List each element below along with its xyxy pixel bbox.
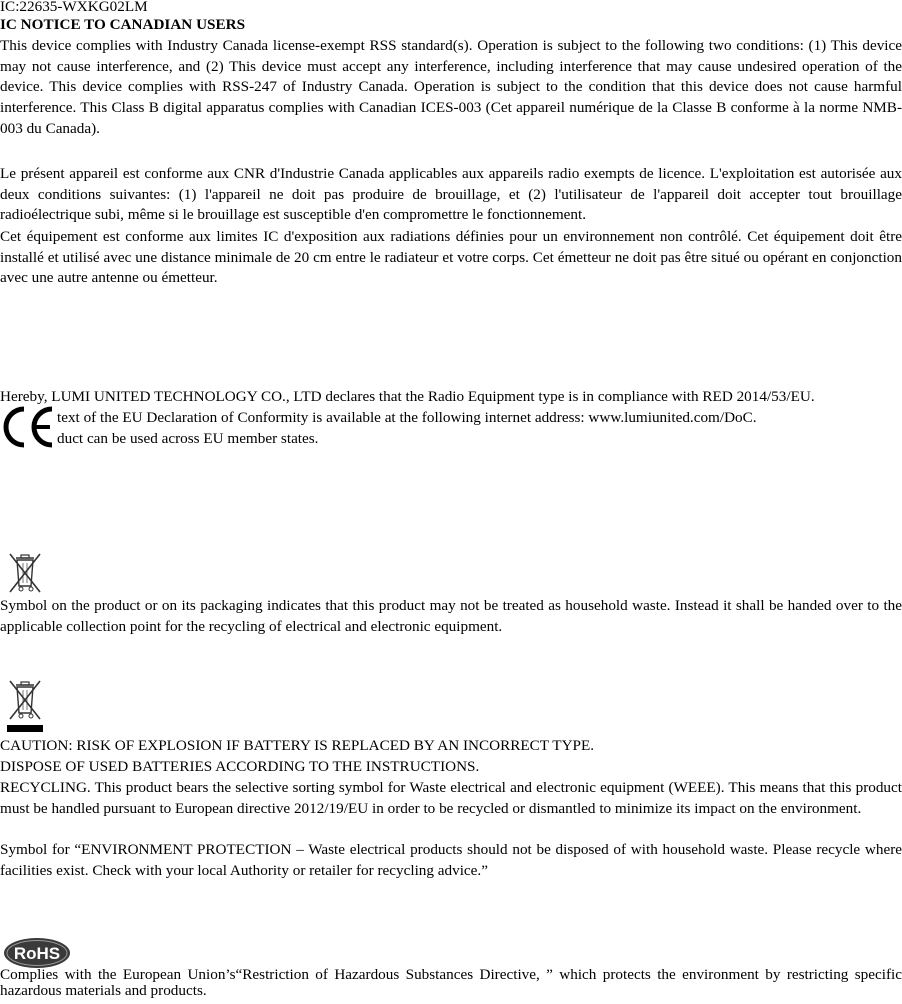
ic-notice-french-2: Cet équipement est conforme aux limites IC d'exposition aux radiations définies pour un environnement non contrôlé. Cet équipement doit être installé et utilisé avec une distance minimale de 20 cm entre le radiateur et votre corps. Cet émetteur ne doit pas être situé ou opérant en conjonction avec une autre antenne ou émetteur. xyxy=(0,228,902,287)
recycling-text: RECYCLING. This product bears the selective sorting symbol for Waste electrical and electronic equipment (WEEE). This means that this product must be handled pursuant to European directive 2012/19/EU in order to be recycled or dismantled to minimize its impact on the environment. xyxy=(0,779,902,817)
crossed-bin-icon xyxy=(4,550,46,594)
rohs-text: Complies with the European Union’s“Restriction of Hazardous Substances Directive, ” which protects the environment by restricting specific hazardous materials and products. xyxy=(0,966,902,999)
battery-caution: CAUTION: RISK OF EXPLOSION IF BATTERY IS REPLACED BY AN INCORRECT TYPE. xyxy=(0,737,595,754)
ce-mark-icon xyxy=(0,405,56,449)
ic-notice-title: IC NOTICE TO CANADIAN USERS xyxy=(0,16,246,33)
eu-declaration-line-2: text of the EU Declaration of Conformity is available at the following internet address: www.lumiunited.com/DoC. xyxy=(57,409,757,426)
ic-notice-french-1: Le présent appareil est conforme aux CNR d'Industrie Canada applicables aux appareils radio exempts de licence. L'exploitation est autorisée aux deux conditions suivantes: (1) l'appareil ne doit pas produire de brouillage, et (2) l'utilisateur de l'appareil doit accepter tout brouillage radioélectrique subi, même si le brouillage est susceptible d'en compromettre le fonctionnement. xyxy=(0,165,902,224)
eu-declaration-line-3: duct can be used across EU member states. xyxy=(57,430,319,447)
ic-notice-english: This device complies with Industry Canada license-exempt RSS standard(s). Operation is subject to the following two conditions: (1) This device may not cause interference, and (2) This device must accept any interference, including interference that may cause undesired operation of the device. This device complies with RSS-247 of Industry Canada. Operation is subject to the condition that this device does not cause harmful interference. This Class B digital apparatus complies with Canadian ICES-003 (Cet appareil numérique de la Classe B conforme à la norme NMB-003 du Canada). xyxy=(0,37,902,137)
crossed-bin-bar-icon xyxy=(4,677,46,733)
battery-dispose: DISPOSE OF USED BATTERIES ACCORDING TO THE INSTRUCTIONS. xyxy=(0,758,480,775)
ic-id: IC:22635-WXKG02LM xyxy=(0,0,148,15)
rohs-logo-icon xyxy=(3,937,71,969)
weee-symbol-text: Symbol on the product or on its packaging indicates that this product may not be treated as household waste. Instead it shall be handed over to the applicable collection point for the recycling of electrical and electronic equipment. xyxy=(0,597,902,635)
environment-protection-text: Symbol for “ENVIRONMENT PROTECTION – Waste electrical products should not be disposed of with household waste. Please recycle where facilities exist. Check with your local Authority or retailer for recycling advice.” xyxy=(0,841,902,879)
rohs-logo-text: RoHS xyxy=(13,944,61,963)
eu-declaration-line-1: Hereby, LUMI UNITED TECHNOLOGY CO., LTD declares that the Radio Equipment type is in compliance with RED 2014/53/EU. xyxy=(0,388,815,405)
